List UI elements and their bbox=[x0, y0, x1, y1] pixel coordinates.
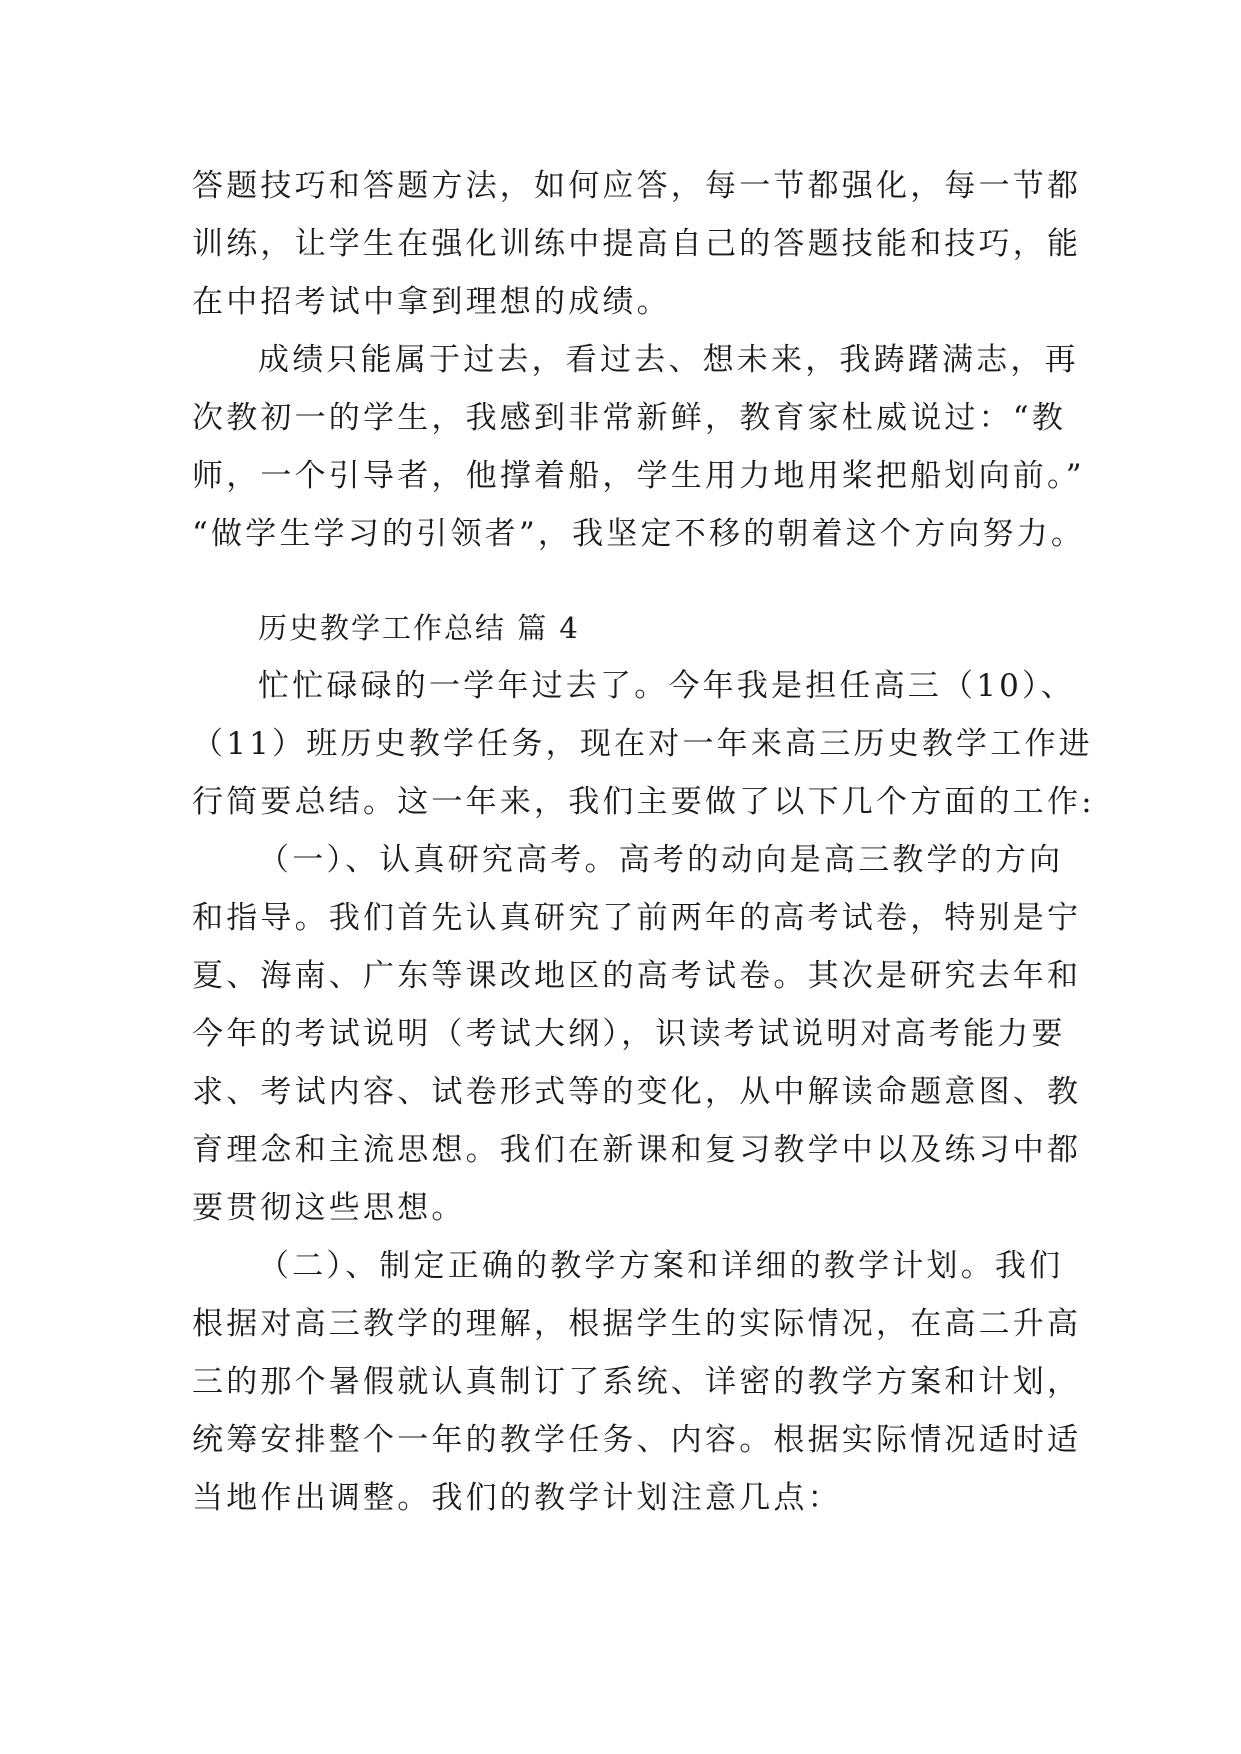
text-line: 和指导。我们首先认真研究了前两年的高考试卷，特别是宁 bbox=[192, 900, 1082, 936]
text-line: 育理念和主流思想。我们在新课和复习教学中以及练习中都 bbox=[192, 1132, 1082, 1168]
text-line: 在中招考试中拿到理想的成绩。 bbox=[192, 284, 671, 320]
text-line: （11）班历史教学任务，现在对一年来高三历史教学工作进 bbox=[192, 726, 1093, 762]
text-line: （二）、制定正确的教学方案和详细的教学计划。我们 bbox=[258, 1248, 1064, 1284]
text-line: 今年的考试说明（考试大纲），识读考试说明对高考能力要 bbox=[192, 1016, 1066, 1052]
text-line: 三的那个暑假就认真制订了系统、详密的教学方案和计划， bbox=[192, 1364, 1082, 1400]
text-line: 次教初一的学生，我感到非常新鲜，教育家杜威说过：“教 bbox=[192, 400, 1067, 436]
text-line: 行简要总结。这一年来，我们主要做了以下几个方面的工作: bbox=[192, 784, 1095, 820]
text-line: 忙忙碌碌的一学年过去了。今年我是担任高三（10）、 bbox=[258, 668, 1075, 704]
text-line: 夏、海南、广东等课改地区的高考试卷。其次是研究去年和 bbox=[192, 958, 1082, 994]
text-line: 成绩只能属于过去，看过去、想未来，我踌躇满志，再 bbox=[258, 342, 1079, 378]
text-line: “做学生学习的引领者”，我坚定不移的朝着这个方向努力。 bbox=[192, 516, 1086, 552]
text-line: （一）、认真研究高考。高考的动向是高三教学的方向 bbox=[258, 842, 1064, 878]
text-line: 答题技巧和答题方法，如何应答，每一节都强化，每一节都 bbox=[192, 168, 1082, 204]
section-heading: 历史教学工作总结 篇 4 bbox=[258, 611, 580, 645]
text-line: 要贯彻这些思想。 bbox=[192, 1190, 466, 1226]
text-line: 求、考试内容、试卷形式等的变化，从中解读命题意图、教 bbox=[192, 1074, 1082, 1110]
text-line: 师，一个引导者，他撑着船，学生用力地用桨把船划向前。” bbox=[192, 458, 1085, 494]
text-line: 统筹安排整个一年的教学任务、内容。根据实际情况适时适 bbox=[192, 1422, 1082, 1458]
text-line: 当地作出调整。我们的教学计划注意几点： bbox=[192, 1480, 842, 1516]
text-line: 根据对高三教学的理解，根据学生的实际情况，在高二升高 bbox=[192, 1306, 1082, 1342]
text-line: 训练，让学生在强化训练中提高自己的答题技能和技巧，能 bbox=[192, 226, 1082, 262]
